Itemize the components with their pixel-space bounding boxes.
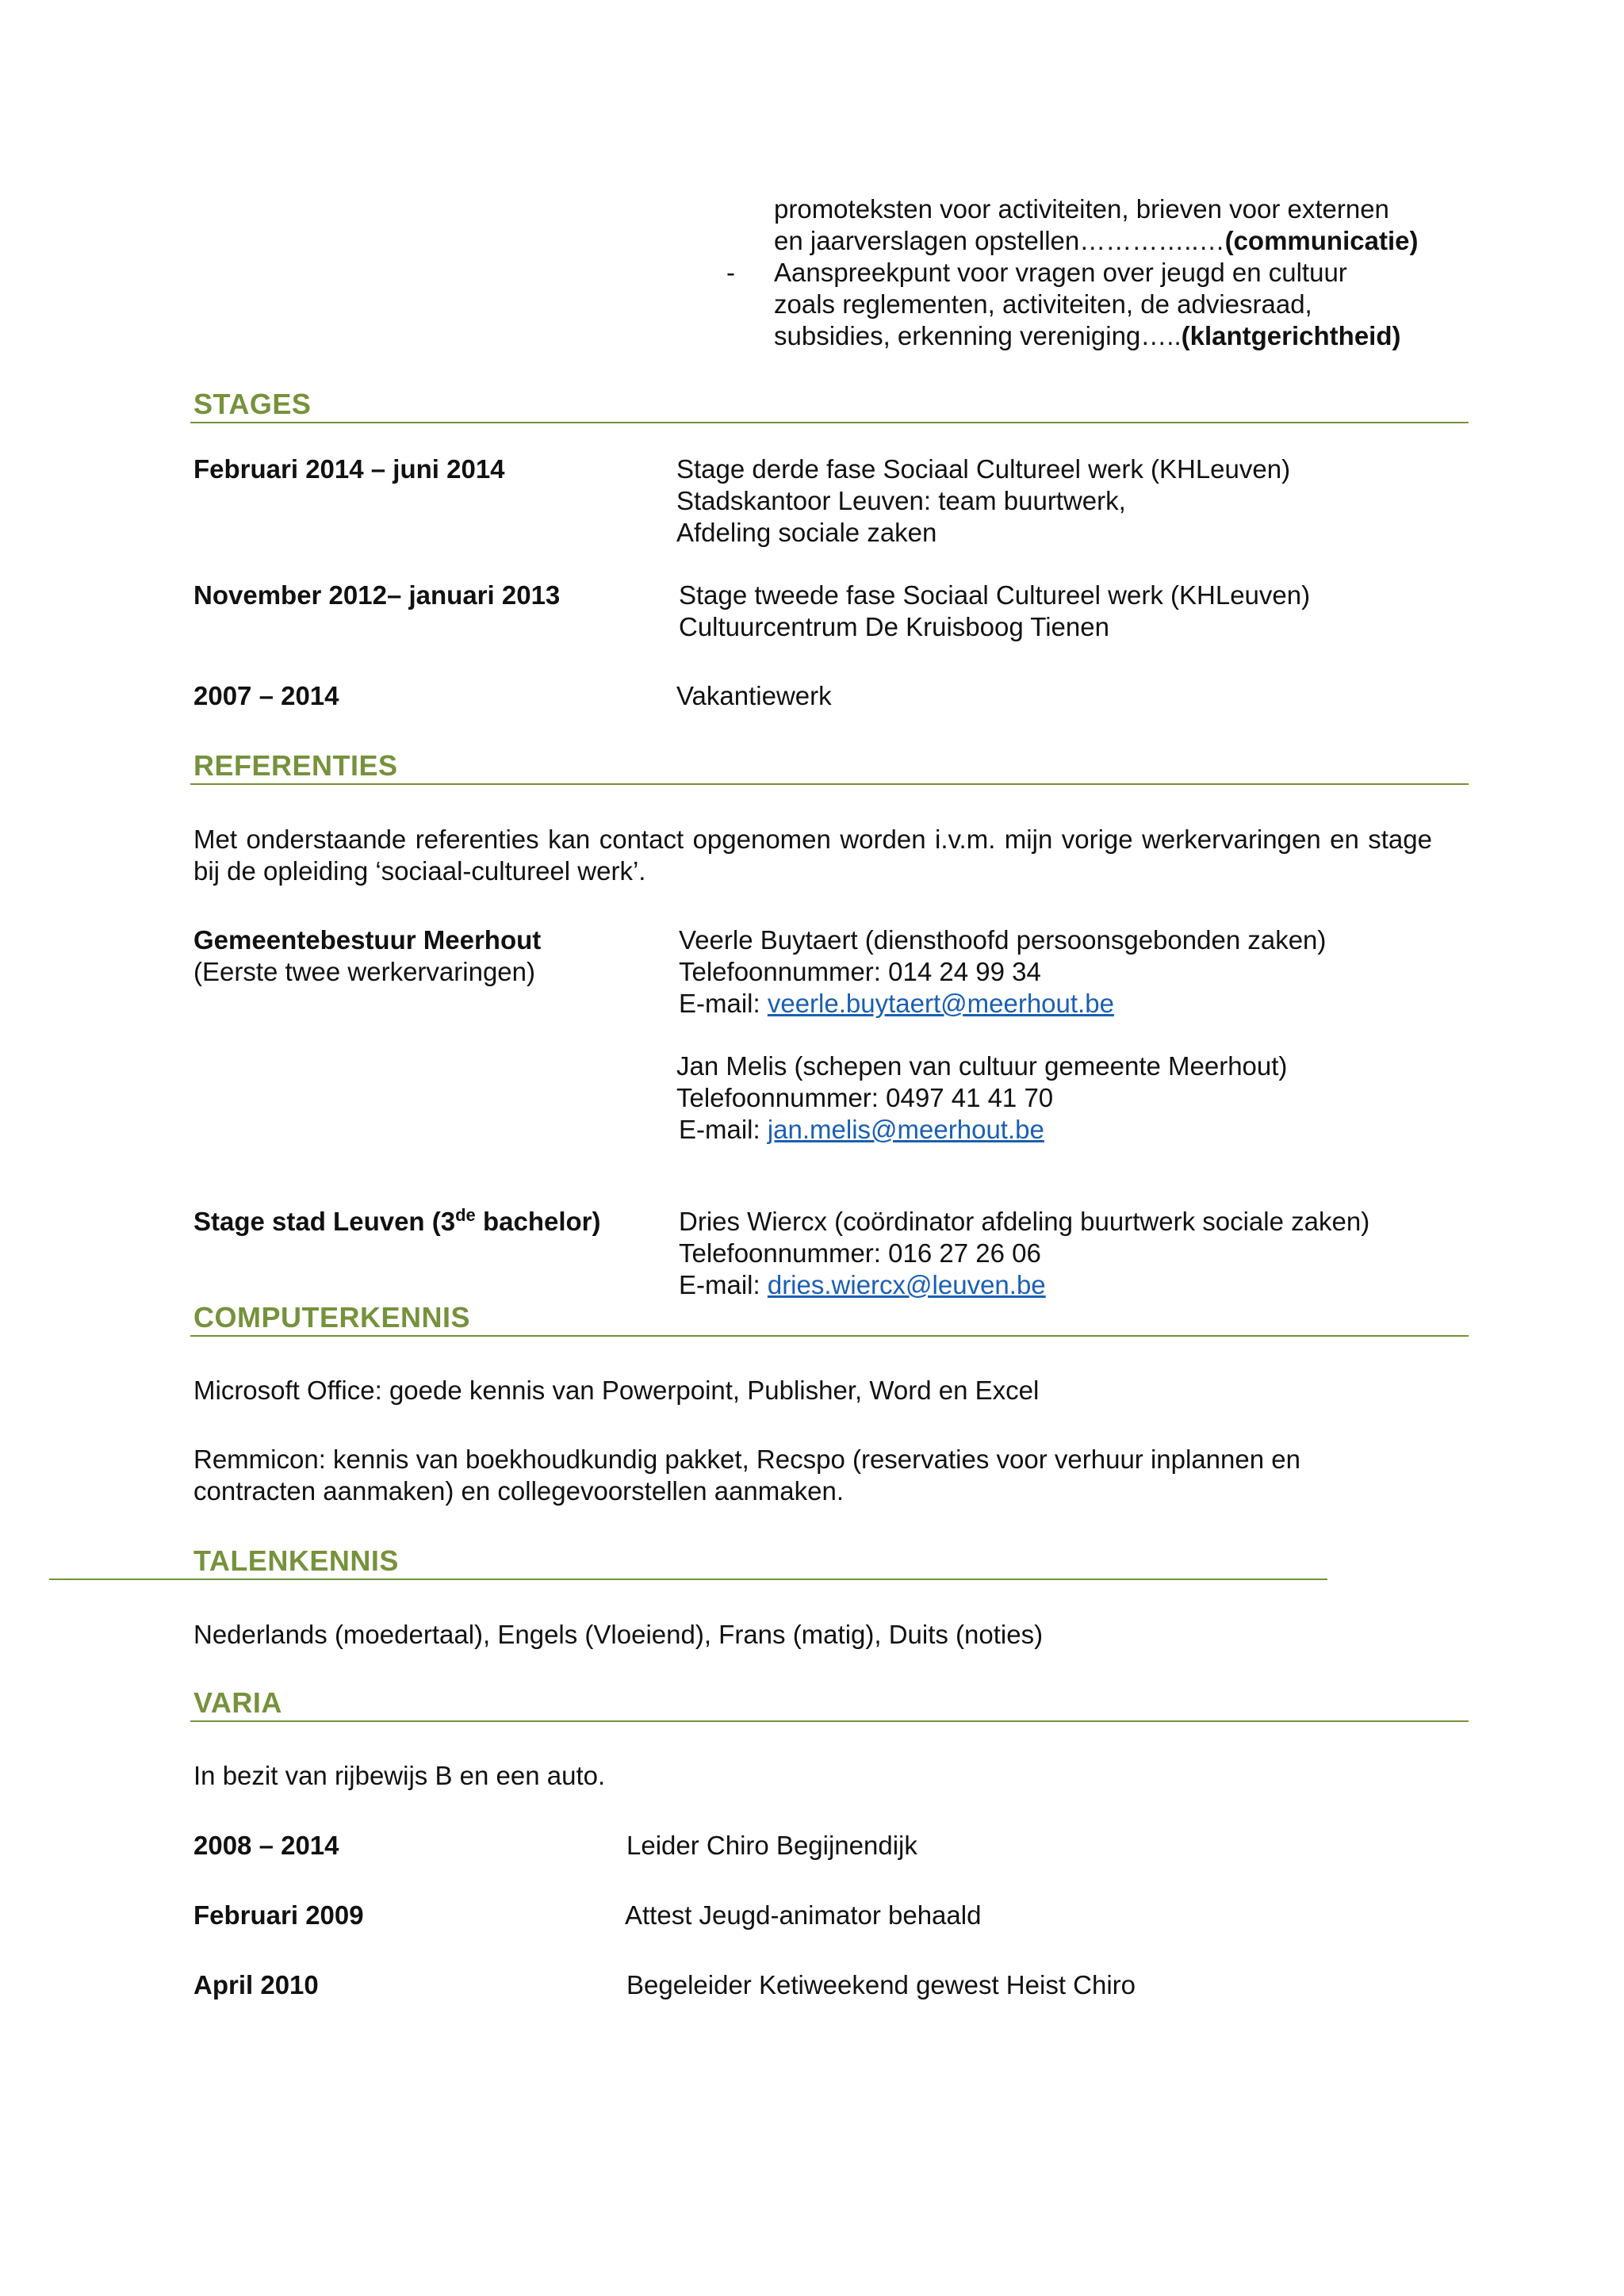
stages-rule (190, 422, 1469, 423)
intro-line-2 (774, 225, 1418, 257)
ref-contact-2-name: Jan Melis (schepen van cultuur gemeente Meerhout) (676, 1051, 1288, 1081)
varia-heading: VARIA (193, 1686, 282, 1719)
varia-period-3: April 2010 (193, 1970, 319, 1999)
intro-bullet: - (726, 258, 735, 287)
ref-org-1-name: Gemeentebestuur Meerhout (193, 925, 542, 955)
stage-period-2: November 2012– januari 2013 (193, 580, 561, 610)
referenties-intro: Met onderstaande referenties kan contact opgenomen worden i.v.m. mijn vorige werkervaringen en stage bij de opleiding ‘sociaal-cultureel werk’. (193, 825, 1432, 886)
stage-period-1: Februari 2014 – juni 2014 (193, 454, 505, 484)
ref-contact-2-phone: Telefoonnummer: 0497 41 41 70 (676, 1083, 1054, 1112)
varia-period-2: Februari 2009 (193, 1900, 364, 1930)
stage-period-3: 2007 – 2014 (193, 681, 339, 710)
ref-contact-3-email-link[interactable]: dries.wiercx@leuven.be (767, 1270, 1046, 1299)
talenkennis-heading: TALENKENNIS (193, 1544, 399, 1577)
computerkennis-rule (190, 1335, 1469, 1337)
referenties-heading: REFERENTIES (193, 749, 398, 782)
varia-period-1: 2008 – 2014 (193, 1831, 339, 1860)
ref-contact-1-email-link[interactable]: veerle.buytaert@meerhout.be (767, 989, 1114, 1018)
ref-contact-1-phone: Telefoonnummer: 014 24 99 34 (679, 957, 1041, 986)
varia-rule (190, 1720, 1469, 1722)
stage-desc-1-line-3: Afdeling sociale zaken (676, 518, 937, 547)
ref-contact-2-email-link[interactable]: jan.melis@meerhout.be (767, 1115, 1044, 1144)
ref-contact-1-name: Veerle Buytaert (diensthoofd persoonsgebonden zaken) (679, 925, 1327, 955)
ref-contact-3-email-line (679, 1269, 1046, 1301)
stage-desc-2-line-2: Cultuurcentrum De Kruisboog Tienen (679, 612, 1109, 641)
ref-org-1-note: (Eerste twee werkervaringen) (193, 957, 535, 986)
ref-contact-2-email-label: E-mail: (679, 1115, 768, 1144)
ref-org-2-name (193, 1206, 601, 1238)
intro-line-5-text: subsidies, erkenning vereniging….. (774, 321, 1182, 350)
intro-line-2-text: en jaarverslagen opstellen…………..… (774, 226, 1225, 255)
computerkennis-line-2: Remmicon: kennis van boekhoudkundig pakket, Recspo (reservaties voor verhuur inplannen en (193, 1445, 1300, 1474)
stage-desc-1-line-2: Stadskantoor Leuven: team buurtwerk, (676, 486, 1126, 515)
varia-text-1: Leider Chiro Begijnendijk (626, 1831, 917, 1860)
ref-contact-3-phone: Telefoonnummer: 016 27 26 06 (679, 1238, 1041, 1268)
computerkennis-line-1: Microsoft Office: goede kennis van Powerpoint, Publisher, Word en Excel (193, 1376, 1040, 1405)
intro-line-5-bold: (klantgerichtheid) (1181, 321, 1401, 350)
varia-text-3: Begeleider Ketiweekend gewest Heist Chiro (626, 1970, 1136, 1999)
ref-contact-3-email-label: E-mail: (679, 1270, 768, 1299)
intro-line-4: zoals reglementen, activiteiten, de adviesraad, (774, 289, 1312, 319)
stage-desc-1-line-1: Stage derde fase Sociaal Cultureel werk (KHLeuven) (676, 454, 1291, 484)
ref-org-2-name-post: bachelor) (475, 1207, 601, 1236)
varia-text-2: Attest Jeugd-animator behaald (625, 1900, 982, 1930)
talenkennis-rule (49, 1578, 1327, 1580)
talenkennis-line: Nederlands (moedertaal), Engels (Vloeiend), Frans (matig), Duits (noties) (193, 1620, 1044, 1649)
referenties-rule (190, 783, 1469, 785)
stages-heading: STAGES (193, 388, 312, 420)
intro-line-5 (774, 320, 1401, 352)
ref-org-2-name-pre: Stage stad Leuven (3 (193, 1207, 456, 1236)
intro-line-2-bold: (communicatie) (1224, 226, 1419, 255)
computerkennis-heading: COMPUTERKENNIS (193, 1301, 471, 1334)
ref-org-2-name-sup: de (455, 1205, 476, 1225)
varia-line: In bezit van rijbewijs B en een auto. (193, 1761, 606, 1790)
computerkennis-line-3: contracten aanmaken) en collegevoorstellen aanmaken. (193, 1476, 845, 1506)
ref-contact-3-name: Dries Wiercx (coördinator afdeling buurtwerk sociale zaken) (679, 1207, 1370, 1236)
ref-contact-1-email-label: E-mail: (679, 989, 768, 1018)
intro-line-3: Aanspreekpunt voor vragen over jeugd en cultuur (774, 258, 1347, 287)
ref-contact-1-email-line (679, 988, 1114, 1020)
ref-contact-2-email-line (679, 1114, 1044, 1146)
stage-desc-3-line-1: Vakantiewerk (676, 681, 832, 710)
intro-line-1: promoteksten voor activiteiten, brieven voor externen (774, 194, 1389, 224)
stage-desc-2-line-1: Stage tweede fase Sociaal Cultureel werk (KHLeuven) (679, 580, 1311, 610)
